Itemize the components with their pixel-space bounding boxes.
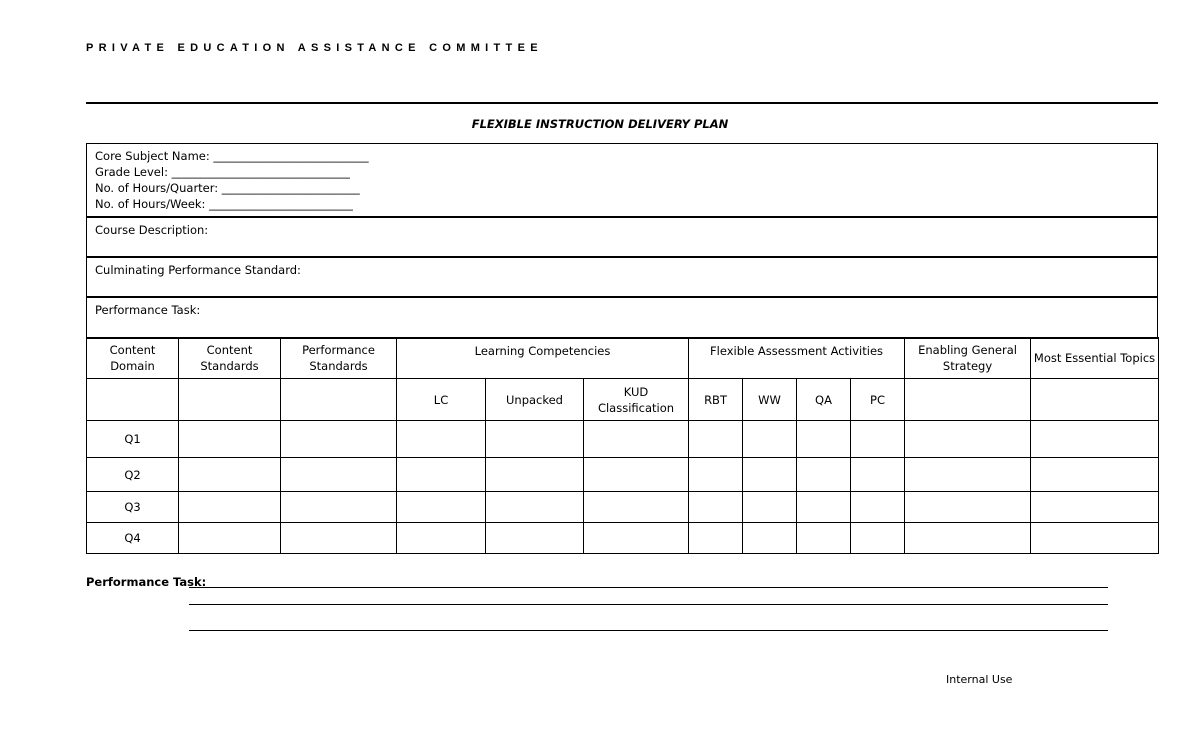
grade-level-field: Grade Level: _______________________________ bbox=[95, 165, 350, 179]
table-header-row bbox=[87, 338, 1159, 379]
table-cell[interactable] bbox=[397, 458, 486, 492]
table-cell[interactable] bbox=[397, 523, 486, 554]
table-cell[interactable] bbox=[905, 523, 1031, 554]
table-cell[interactable] bbox=[584, 458, 689, 492]
hours-quarter-field: No. of Hours/Quarter: ________________________ bbox=[95, 181, 360, 195]
content-standards-header: Content Standards bbox=[179, 338, 281, 379]
table-cell[interactable] bbox=[689, 458, 743, 492]
core-subject-field: Core Subject Name: ___________________________ bbox=[95, 149, 369, 163]
quarter-label: Q3 bbox=[87, 492, 179, 523]
table-cell[interactable] bbox=[905, 492, 1031, 523]
table-cell bbox=[905, 379, 1031, 421]
table-cell[interactable] bbox=[281, 492, 397, 523]
table-cell bbox=[281, 379, 397, 421]
essential-topics-header: Most Essential Topics bbox=[1031, 338, 1159, 379]
table-cell[interactable] bbox=[486, 458, 584, 492]
table-cell bbox=[1031, 379, 1159, 421]
table-cell[interactable] bbox=[1031, 492, 1159, 523]
table-cell[interactable] bbox=[486, 523, 584, 554]
table-cell[interactable] bbox=[797, 421, 851, 458]
footer-performance-task-label: Performance Task: bbox=[86, 575, 207, 589]
table-cell[interactable] bbox=[851, 523, 905, 554]
table-cell[interactable] bbox=[851, 492, 905, 523]
flexible-assessment-header: Flexible Assessment Activities bbox=[689, 338, 905, 379]
document-title: FLEXIBLE INSTRUCTION DELIVERY PLAN bbox=[471, 117, 729, 131]
table-cell[interactable] bbox=[584, 492, 689, 523]
course-description-label: Course Description: bbox=[95, 223, 209, 237]
qa-subheader: QA bbox=[797, 379, 851, 421]
table-cell[interactable] bbox=[851, 421, 905, 458]
performance-task-box bbox=[86, 296, 1158, 339]
performance-task-line[interactable] bbox=[189, 604, 1108, 605]
table-cell[interactable] bbox=[281, 421, 397, 458]
table-cell[interactable] bbox=[905, 421, 1031, 458]
plan-table bbox=[86, 337, 1159, 554]
quarter-label: Q2 bbox=[87, 458, 179, 492]
table-cell[interactable] bbox=[851, 458, 905, 492]
table-cell[interactable] bbox=[179, 421, 281, 458]
table-cell[interactable] bbox=[584, 523, 689, 554]
table-cell[interactable] bbox=[486, 492, 584, 523]
table-cell[interactable] bbox=[689, 421, 743, 458]
table-cell[interactable] bbox=[584, 421, 689, 458]
table-cell[interactable] bbox=[689, 523, 743, 554]
rbt-subheader: RBT bbox=[689, 379, 743, 421]
table-cell[interactable] bbox=[179, 492, 281, 523]
table-cell[interactable] bbox=[797, 492, 851, 523]
table-row bbox=[87, 458, 1159, 492]
table-cell bbox=[179, 379, 281, 421]
learning-competencies-header: Learning Competencies bbox=[397, 338, 689, 379]
content-domain-header: Content Domain bbox=[87, 338, 179, 379]
table-cell[interactable] bbox=[397, 492, 486, 523]
table-cell[interactable] bbox=[797, 458, 851, 492]
ww-subheader: WW bbox=[743, 379, 797, 421]
culminating-standard-box bbox=[86, 256, 1158, 298]
table-subheader-row bbox=[87, 379, 1159, 421]
table-cell[interactable] bbox=[905, 458, 1031, 492]
pc-subheader: PC bbox=[851, 379, 905, 421]
quarter-label: Q1 bbox=[87, 421, 179, 458]
header-divider bbox=[86, 102, 1158, 104]
table-cell[interactable] bbox=[179, 458, 281, 492]
table-cell[interactable] bbox=[743, 523, 797, 554]
table-cell[interactable] bbox=[689, 492, 743, 523]
table-cell[interactable] bbox=[397, 421, 486, 458]
quarter-label: Q4 bbox=[87, 523, 179, 554]
table-cell[interactable] bbox=[797, 523, 851, 554]
table-cell[interactable] bbox=[281, 523, 397, 554]
table-cell[interactable] bbox=[486, 421, 584, 458]
internal-use-label: Internal Use bbox=[946, 673, 1013, 686]
course-description-box bbox=[86, 216, 1158, 258]
culminating-standard-label: Culminating Performance Standard: bbox=[95, 263, 301, 277]
lc-subheader: LC bbox=[397, 379, 486, 421]
kud-subheader: KUD Classification bbox=[584, 379, 689, 421]
table-cell bbox=[87, 379, 179, 421]
table-cell[interactable] bbox=[1031, 458, 1159, 492]
table-cell[interactable] bbox=[1031, 523, 1159, 554]
enabling-strategy-header: Enabling General Strategy bbox=[905, 338, 1031, 379]
table-row bbox=[87, 523, 1159, 554]
table-row bbox=[87, 421, 1159, 458]
performance-standards-header: Performance Standards bbox=[281, 338, 397, 379]
performance-task-line[interactable] bbox=[189, 630, 1108, 631]
subject-info-box bbox=[86, 143, 1158, 218]
table-cell[interactable] bbox=[1031, 421, 1159, 458]
table-row bbox=[87, 492, 1159, 523]
unpacked-subheader: Unpacked bbox=[486, 379, 584, 421]
hours-week-field: No. of Hours/Week: _________________________ bbox=[95, 197, 353, 211]
performance-task-label: Performance Task: bbox=[95, 303, 201, 317]
table-cell[interactable] bbox=[743, 421, 797, 458]
table-cell[interactable] bbox=[743, 458, 797, 492]
table-cell[interactable] bbox=[179, 523, 281, 554]
organization-header: PRIVATE EDUCATION ASSISTANCE COMMITTEE bbox=[86, 42, 543, 54]
performance-task-line[interactable] bbox=[189, 587, 1108, 588]
table-cell[interactable] bbox=[743, 492, 797, 523]
table-cell[interactable] bbox=[281, 458, 397, 492]
